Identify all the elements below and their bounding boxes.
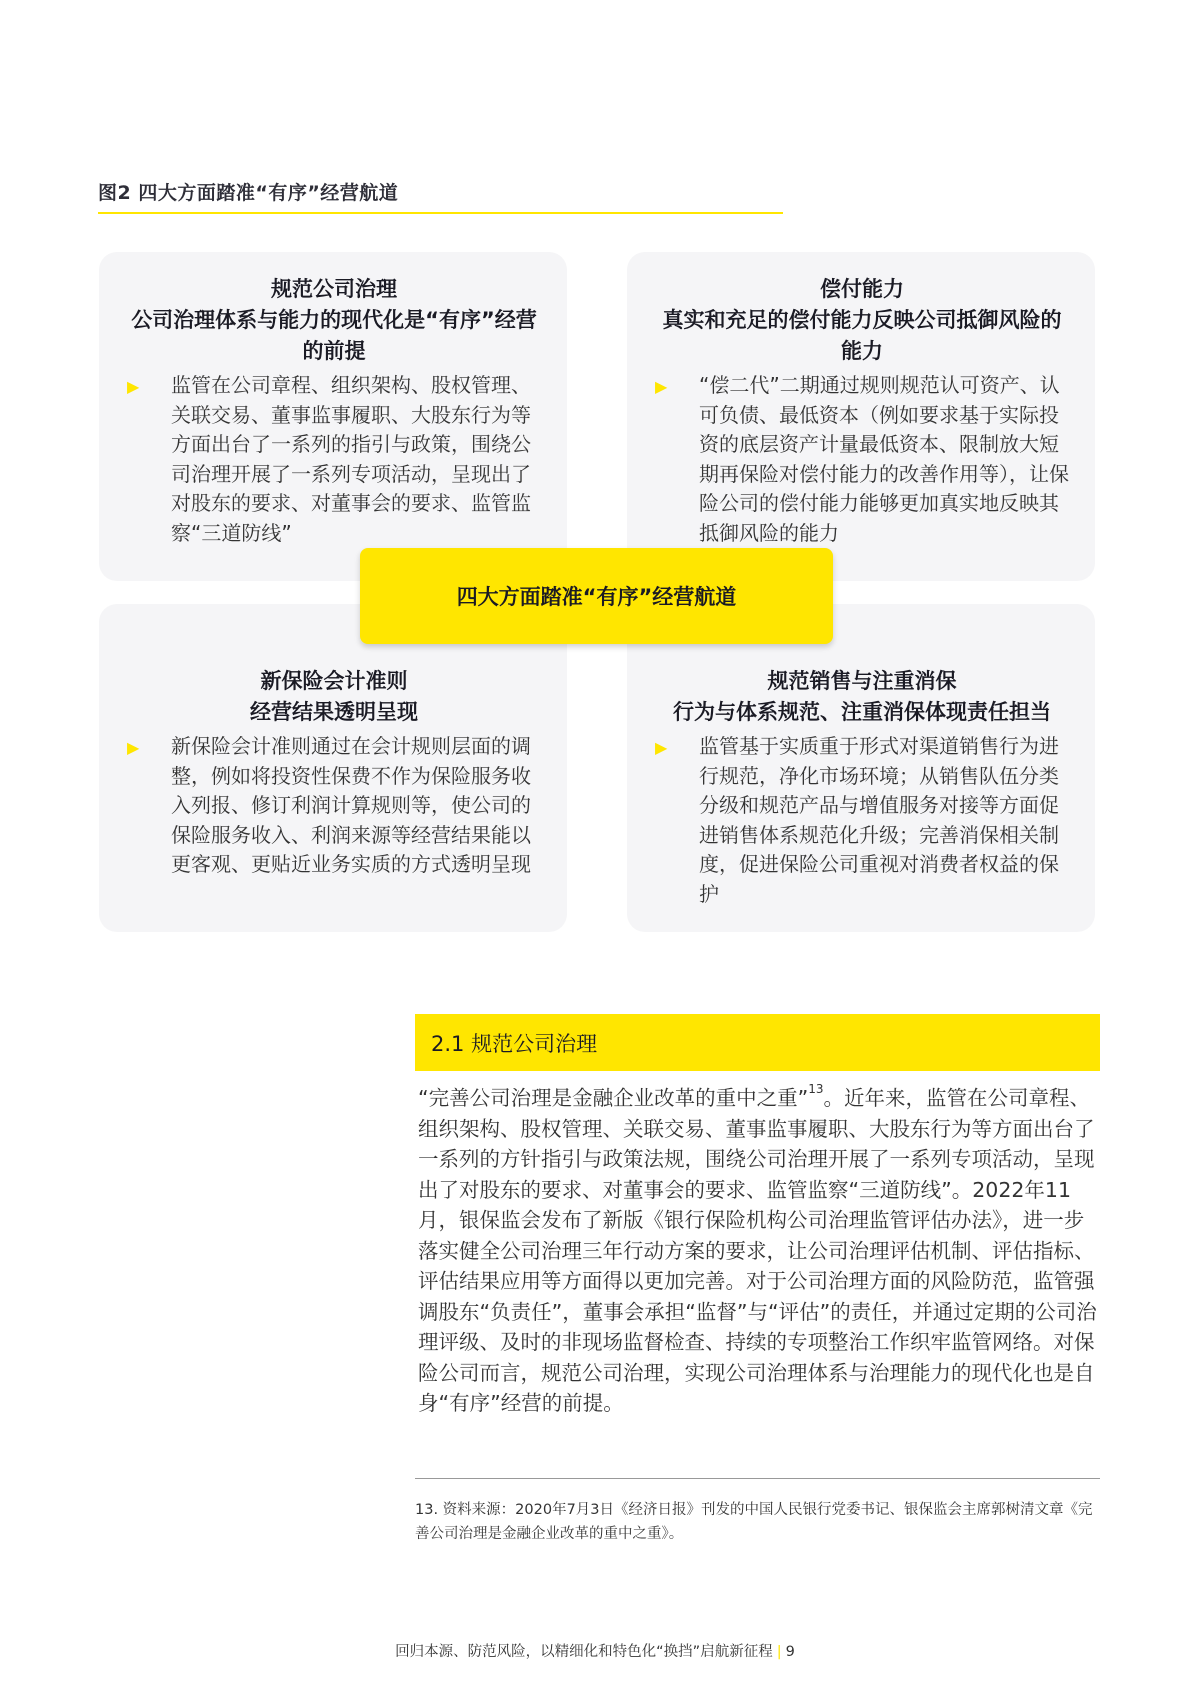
triangle-right-icon: ▶ bbox=[127, 738, 140, 757]
page-number: 9 bbox=[785, 1644, 795, 1660]
footnote-rule bbox=[415, 1478, 1100, 1479]
center-label-box bbox=[360, 548, 833, 644]
triangle-right-icon: ▶ bbox=[655, 738, 668, 757]
figure-title: 图2 四大方面踏准“有序”经营航道 bbox=[98, 182, 399, 204]
section-body bbox=[418, 1083, 1104, 1419]
card-subtitle: 行为与体系规范、注重消保体现责任担当 bbox=[673, 700, 1051, 724]
footnote: 13. 资料来源：2020年7月3日《经济日报》刊发的中国人民银行党委书记、银保监会主席郭树清文章《完善公司治理是金融企业改革的重中之重》。 bbox=[415, 1502, 1093, 1542]
card-subtitle: 经营结果透明呈现 bbox=[250, 700, 418, 724]
footer-text: 回归本源、防范风险，以精细化和特色化“换挡”启航新征程 bbox=[395, 1644, 773, 1660]
card-body-text: 监管在公司章程、组织架构、股权管理、关联交易、董事监事履职、大股东行为等方面出台了一系列的指引与政策，围绕公司治理开展了一系列专项活动，呈现出了对股东的要求、对董事会的要求、监管监察“三道防线” bbox=[171, 373, 531, 545]
card-title: 规范销售与注重消保 bbox=[767, 669, 957, 693]
triangle-right-icon: ▶ bbox=[655, 377, 668, 396]
card-sales-consumer-protection bbox=[627, 604, 1095, 932]
triangle-right-icon: ▶ bbox=[127, 377, 140, 396]
footer-divider: | bbox=[776, 1644, 782, 1660]
section-body-text: 。近年来，监管在公司章程、组织架构、股权管理、关联交易、董事监事履职、大股东行为等方面出台了一系列的方针指引与政策法规，围绕公司治理开展了一系列专项活动，呈现出了对股东的要求、对董事会的要求、监管监察“三道防线”。2022年11月，银保监会发布了新版《银行保险机构公司治理监管评估办法》，进一步落实健全公司治理三年行动方案的要求，让公司治理评估机制、评估指标、评估结果应用等方面得以更加完善。对于公司治理方面的风险防范，监管强调股东“负责任”，董事会承担“监督”与“评估”的责任，并通过定期的公司治理评级、及时的非现场监督检查、持续的专项整治工作织牢监管网络。对保险公司而言，规范公司治理，实现公司治理体系与治理能力的现代化也是自身“有序”经营的前提。 bbox=[418, 1086, 1097, 1415]
card-accounting-standards bbox=[99, 604, 567, 932]
card-bullet bbox=[127, 732, 541, 880]
card-subtitle: 公司治理体系与能力的现代化是“有序”经营的前提 bbox=[131, 308, 537, 363]
center-label: 四大方面踏准“有序”经营航道 bbox=[456, 585, 737, 609]
card-bullet bbox=[127, 371, 541, 548]
card-title: 规范公司治理 bbox=[271, 277, 397, 301]
card-subtitle: 真实和充足的偿付能力反映公司抵御风险的能力 bbox=[662, 308, 1062, 363]
card-bullet bbox=[655, 371, 1069, 548]
section-heading: 2.1 规范公司治理 bbox=[431, 1031, 598, 1056]
section-quote: “完善公司治理是金融企业改革的重中之重” bbox=[418, 1086, 809, 1110]
card-solvency bbox=[627, 252, 1095, 581]
card-corporate-governance bbox=[99, 252, 567, 581]
card-title: 新保险会计准则 bbox=[260, 669, 408, 693]
section-heading-bar bbox=[415, 1014, 1100, 1071]
footnote-ref[interactable]: 13 bbox=[808, 1082, 824, 1096]
card-bullet bbox=[655, 732, 1069, 909]
page-footer bbox=[0, 1640, 1190, 1661]
card-title: 偿付能力 bbox=[820, 277, 904, 301]
card-body-text: “偿二代”二期通过规则规范认可资产、认可负债、最低资本（例如要求基于实际投资的底层资产计量最低资本、限制放大短期再保险对偿付能力的改善作用等），让保险公司的偿付能力能够更加真实地反映其抵御风险的能力 bbox=[699, 373, 1069, 545]
figure-title-rule bbox=[98, 212, 783, 214]
card-body-text: 监管基于实质重于形式对渠道销售行为进行规范，净化市场环境；从销售队伍分类分级和规范产品与增值服务对接等方面促进销售体系规范化升级；完善消保相关制度，促进保险公司重视对消费者权益的保护 bbox=[699, 734, 1059, 906]
card-body-text: 新保险会计准则通过在会计规则层面的调整，例如将投资性保费不作为保险服务收入列报、修订利润计算规则等，使公司的保险服务收入、利润来源等经营结果能以更客观、更贴近业务实质的方式透明呈现 bbox=[171, 734, 531, 876]
